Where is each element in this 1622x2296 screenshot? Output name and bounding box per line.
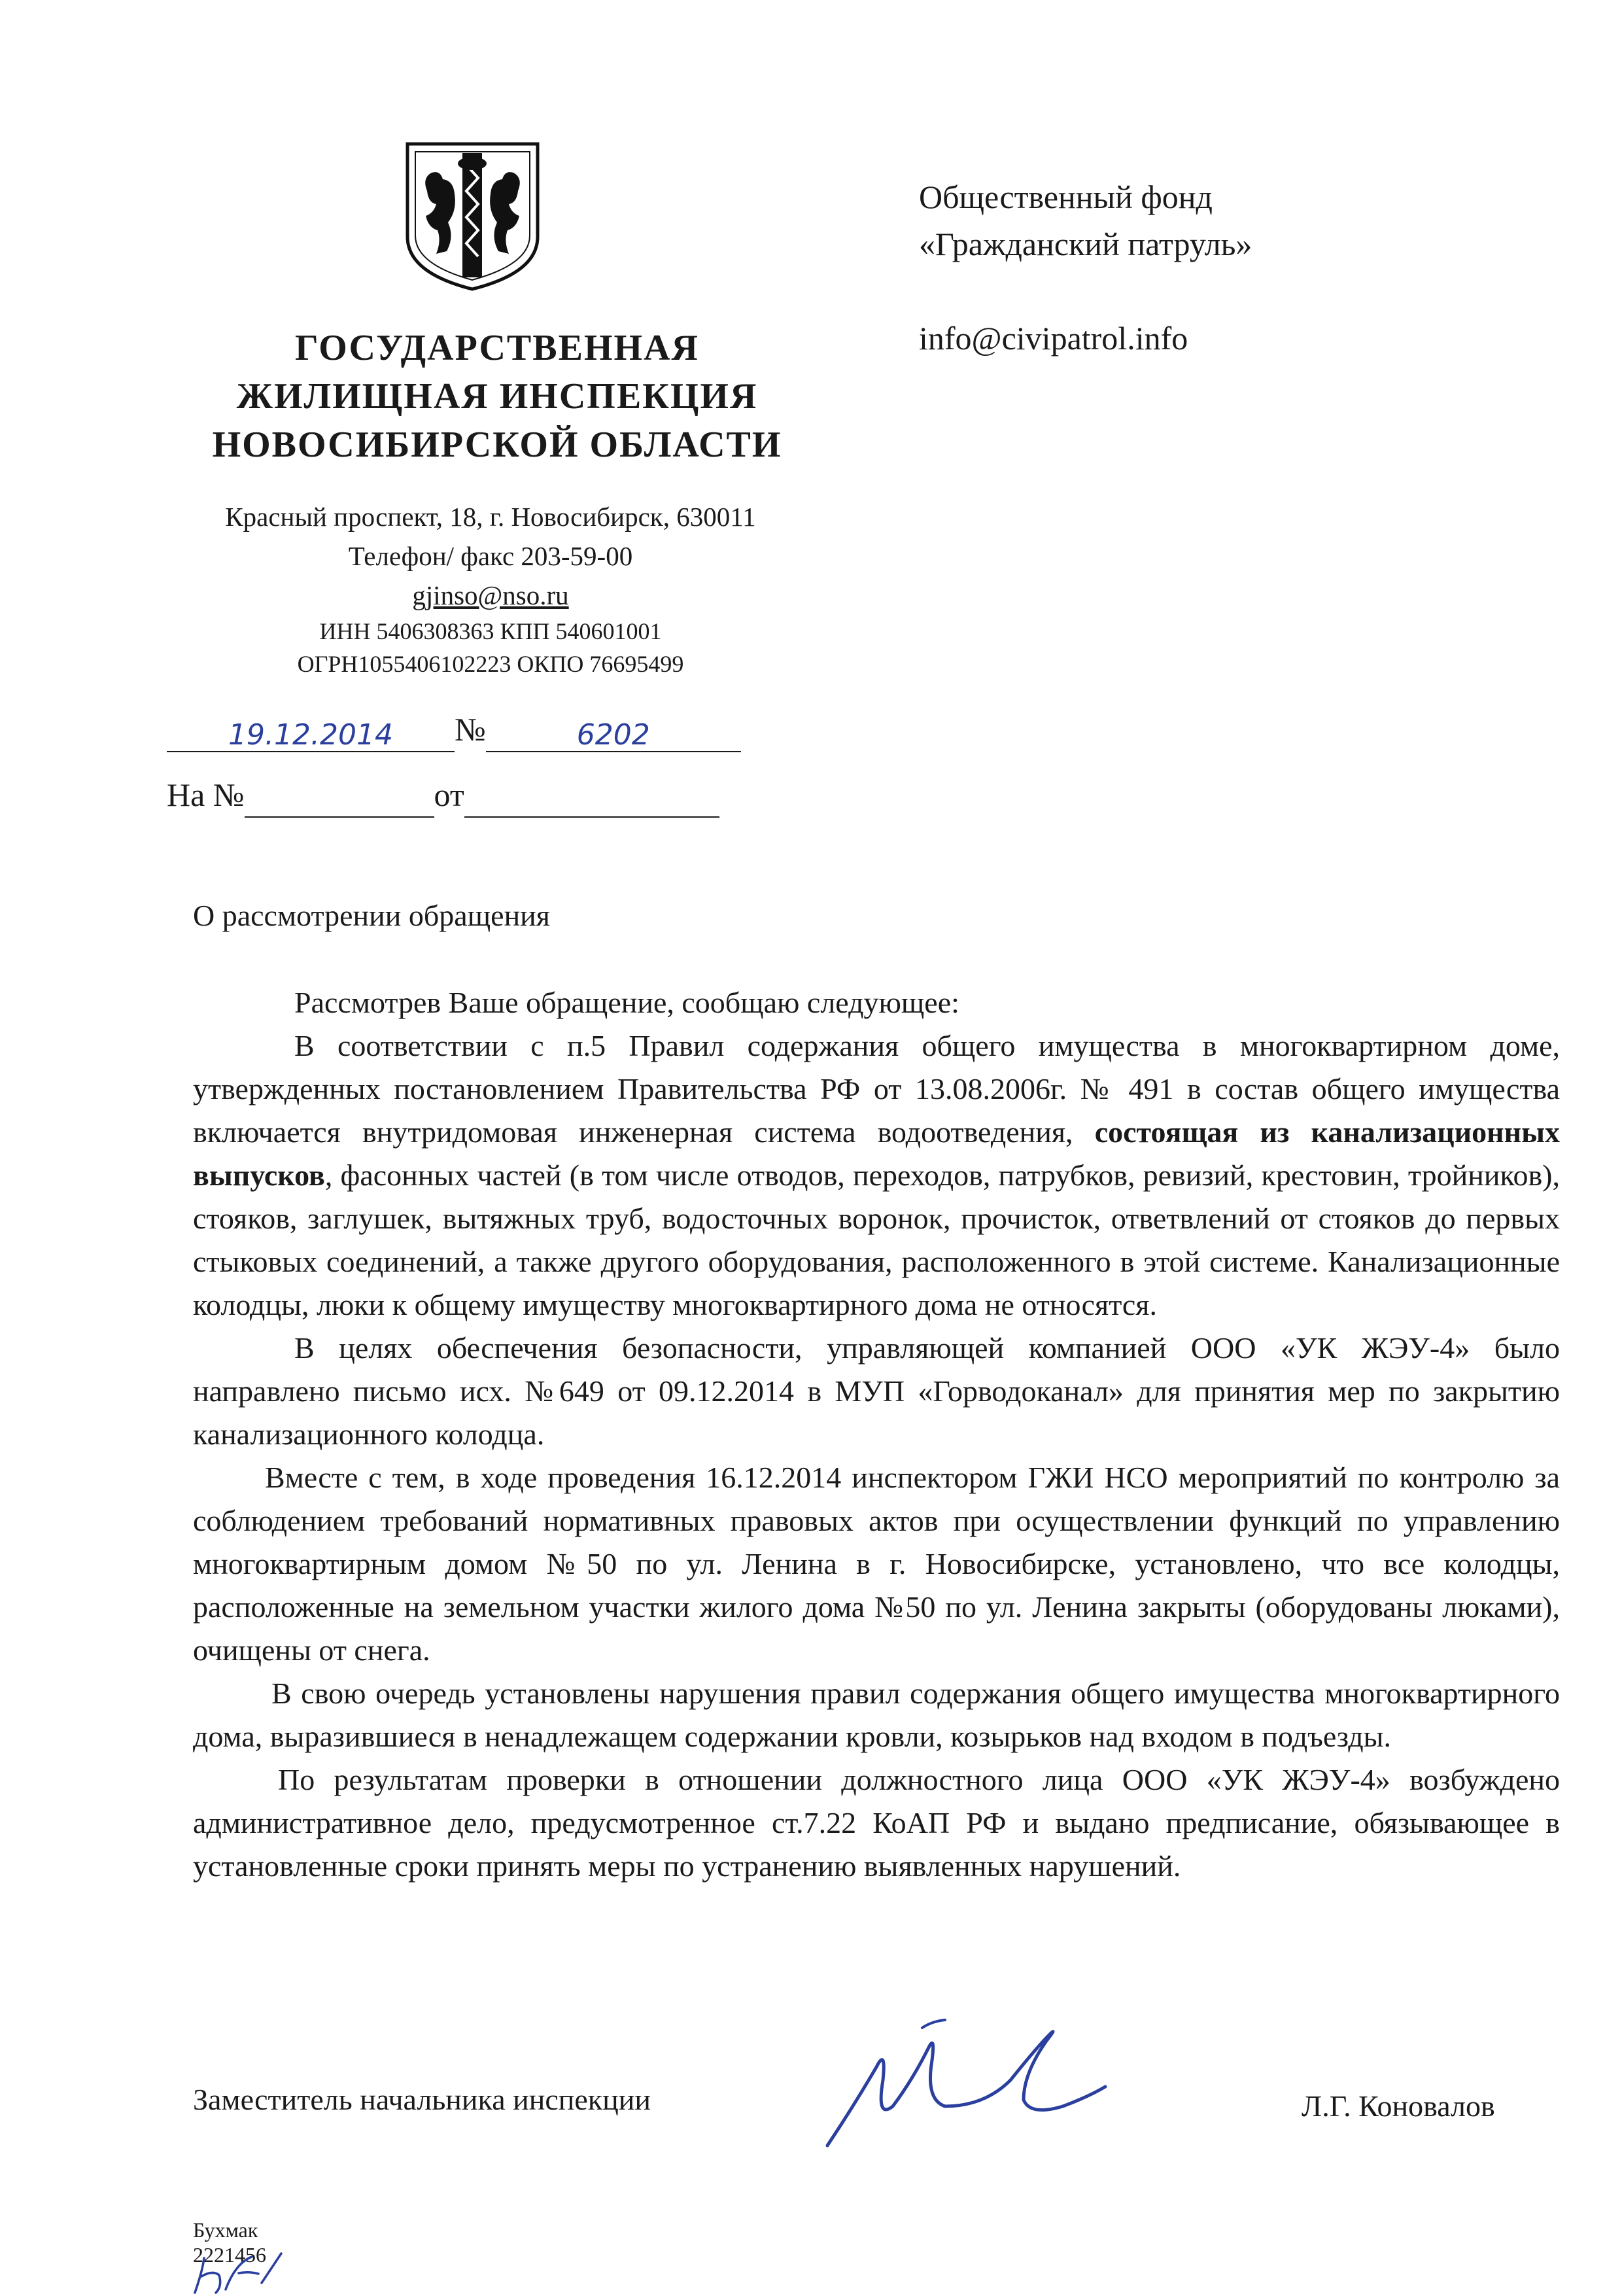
issuer-ogrn-okpo: ОГРН1055406102223 ОКПО 76695499 [297,651,684,677]
handwritten-signature [814,2008,1128,2152]
registration-line [167,706,741,752]
org-line-1: ГОСУДАРСТВЕННАЯ [295,328,699,368]
reference-number-label: На № [167,776,245,813]
outgoing-date-handwritten: 19.12.2014 [228,718,393,752]
recipient-block [919,173,1560,362]
reference-date-field [464,776,719,818]
recipient-line-2: «Гражданский патруль» [919,226,1252,262]
reference-from-label: от [434,776,464,813]
org-line-2: ЖИЛИЩНАЯ ИНСПЕКЦИЯ [236,376,758,417]
signer-name: Л.Г. Коновалов [1302,2089,1495,2123]
reference-line [167,772,719,818]
body-paragraph-4: Вместе с тем, в ходе проведения 16.12.2014 инспектором ГЖИ НСО мероприятий по контролю за соблюдением требований нормативных правовых актов при осуществлении функций по управлению многоквартирным домом №50 по ул. Ленина в г. Новосибирске, установлено, что все колодцы, расположенные на земельном участки жилого дома №50 по ул. Ленина закрыты (оборудованы люками), очищены от снега. [193,1461,1560,1667]
issuer-contacts [131,497,850,680]
outgoing-number-handwritten: 6202 [576,718,650,752]
outgoing-date-field [167,710,455,752]
executor-phone: 2221456 [193,2243,266,2267]
recipient-line-1: Общественный фонд [919,179,1213,215]
letter-body [193,981,1560,1888]
body-paragraph-2-end: , фасонных частей (в том числе отводов, переходов, патрубков, ревизий, крестовин, тройников), стояков, заглушек, вытяжных труб, водосточных воронок, прочисток, ответвлений от стояков до первых стыковых соединений, а также другого оборудования, расположенного в этой системе. Канализационные колодцы, люки к общему имуществу многоквартирного дома не относятся. [193,1158,1560,1321]
executor-initials-mark [190,2250,288,2296]
issuer-inn-kpp: ИНН 5406308363 КПП 540601001 [319,618,662,644]
body-paragraph-2-bold: состоящая из канализационных выпусков [193,1115,1560,1192]
body-paragraph-2-start: В соответствии с п.5 Правил содержания общего имущества в многоквартирном доме, утвержденных постановлением Правительства РФ от 13.08.2006г. № 491 в состав общего имущества включается внутридомовая инженерная система водоотведения, [193,1029,1560,1149]
executor-name: Бухмак [193,2218,258,2242]
recipient-email: info@civipatrol.info [919,320,1188,357]
outgoing-number-field [486,710,741,752]
coat-of-arms-icon [402,139,543,293]
body-paragraph-5: В свою очередь установлены нарушения правил содержания общего имущества многоквартирного дома, выразившиеся в ненадлежащем содержании кровли, козырьков над входом в подъезды. [193,1677,1560,1753]
org-line-3: НОВОСИБИРСКОЙ ОБЛАСТИ [212,425,782,465]
issuer-organization-name [105,324,889,469]
body-paragraph-2 [193,1024,1560,1327]
issuer-phone: Телефон/ факс 203-59-00 [348,541,633,571]
issuer-address: Красный проспект, 18, г. Новосибирск, 630011 [225,502,756,532]
body-paragraph-3: В целях обеспечения безопасности, управляющей компанией ООО «УК ЖЭУ-4» было направлено письмо исх. №649 от 09.12.2014 в МУП «Горводоканал» для принятия мер по закрытию канализационного колодца. [193,1331,1560,1451]
letter-subject: О рассмотрении обращения [193,899,550,932]
body-paragraph-1: Рассмотрев Ваше обращение, сообщаю следующее: [294,986,959,1019]
reference-number-field [245,776,434,818]
issuer-email: gjinso@nso.ru [412,580,569,610]
body-paragraph-6: По результатам проверки в отношении должностного лица ООО «УК ЖЭУ-4» возбуждено административное дело, предусмотренное ст.7.22 КоАП РФ и выдано предписание, обязывающее в установленные сроки принять меры по устранению выявленных нарушений. [193,1763,1560,1883]
signer-position: Заместитель начальника инспекции [193,2083,651,2116]
number-sign: № [455,711,486,748]
